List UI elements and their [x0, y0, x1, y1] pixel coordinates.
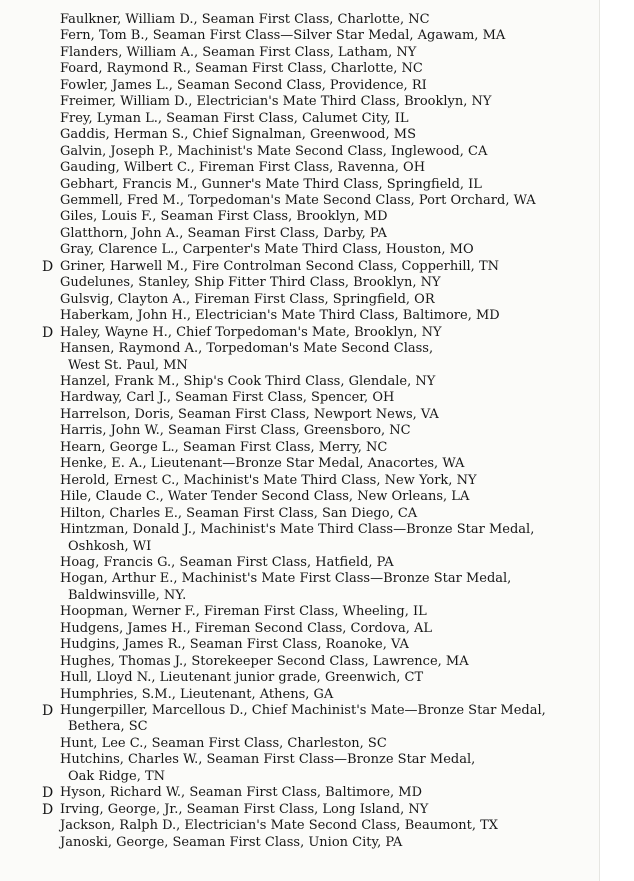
deceased-marker: D — [42, 258, 54, 275]
roster-entry — [38, 818, 608, 834]
deceased-marker — [38, 127, 60, 143]
roster-entry — [38, 111, 608, 127]
roster-entry — [38, 193, 608, 209]
roster-entry — [38, 94, 608, 110]
deceased-marker — [38, 111, 60, 127]
entry-line: Humphries, S.M., Lieutenant, Athens, GA — [60, 686, 334, 702]
entry-line: Fowler, James L., Seaman Second Class, Providence, RI — [60, 77, 427, 93]
roster-entry — [38, 785, 608, 801]
deceased-marker: D — [42, 785, 54, 802]
roster-entry — [38, 275, 608, 291]
roster-entry — [38, 604, 608, 620]
entry-text — [60, 193, 608, 209]
entry-text — [60, 28, 608, 44]
deceased-marker — [38, 637, 60, 653]
entry-text — [60, 209, 608, 225]
entry-text — [60, 456, 608, 472]
entry-text — [60, 687, 608, 703]
entry-text — [60, 177, 608, 193]
roster-entry — [38, 489, 608, 505]
entry-text — [60, 703, 608, 736]
deceased-marker — [38, 621, 60, 637]
roster-entry — [38, 341, 608, 374]
entry-text — [60, 242, 608, 258]
entry-continuation-line: Oshkosh, WI — [68, 538, 152, 554]
entry-text — [60, 45, 608, 61]
entry-line: Gebhart, Francis M., Gunner's Mate Third Class, Springfield, IL — [60, 176, 482, 192]
entry-text — [60, 670, 608, 686]
entry-continuation-line: Bethera, SC — [68, 719, 148, 735]
roster-entry — [38, 242, 608, 258]
entry-text — [60, 555, 608, 571]
roster-entry — [38, 456, 608, 472]
entry-line: Gaddis, Herman S., Chief Signalman, Greenwood, MS — [60, 127, 416, 143]
deceased-marker — [38, 423, 60, 439]
entry-text — [60, 440, 608, 456]
roster-entry — [38, 506, 608, 522]
entry-text — [60, 226, 608, 242]
roster-entry — [38, 835, 608, 851]
entry-line: Hutchins, Charles W., Seaman First Class—Bronze Star Medal, — [60, 752, 476, 768]
entry-text — [60, 785, 608, 801]
entry-line: Giles, Louis F., Seaman First Class, Brooklyn, MD — [60, 209, 388, 225]
deceased-marker — [38, 209, 60, 225]
deceased-marker — [38, 242, 60, 258]
roster-entry — [38, 12, 608, 28]
entry-text — [60, 835, 608, 851]
entry-line: Henke, E. A., Lieutenant—Bronze Star Medal, Anacortes, WA — [60, 456, 465, 472]
roster-entry — [38, 654, 608, 670]
roster-entry — [38, 325, 608, 341]
roster-entry — [38, 160, 608, 176]
entry-line: Griner, Harwell M., Fire Controlman Second Class, Copperhill, TN — [60, 258, 499, 274]
entry-line: Hansen, Raymond A., Torpedoman's Mate Second Class, — [60, 341, 434, 357]
entry-text — [60, 423, 608, 439]
entry-text — [60, 325, 608, 341]
entry-line: Janoski, George, Seaman First Class, Union City, PA — [60, 834, 403, 850]
deceased-marker — [38, 226, 60, 242]
entry-text — [60, 637, 608, 653]
entry-continuation-line: Baldwinsville, NY. — [68, 587, 187, 603]
roster-entry — [38, 407, 608, 423]
deceased-marker — [38, 522, 60, 555]
roster-entry — [38, 374, 608, 390]
entry-line: Gemmell, Fred M., Torpedoman's Mate Second Class, Port Orchard, WA — [60, 192, 536, 208]
deceased-marker — [38, 473, 60, 489]
roster-entry — [38, 637, 608, 653]
roster-entry — [38, 226, 608, 242]
deceased-marker — [38, 144, 60, 160]
roster-entry — [38, 45, 608, 61]
roster-entry — [38, 61, 608, 77]
deceased-marker — [38, 78, 60, 94]
entry-line: Hudgens, James H., Fireman Second Class, Cordova, AL — [60, 620, 433, 636]
entry-line: Harrelson, Doris, Seaman First Class, Newport News, VA — [60, 406, 439, 422]
deceased-marker — [38, 45, 60, 61]
entry-continuation-line: West St. Paul, MN — [68, 357, 188, 373]
roster-entry — [38, 687, 608, 703]
deceased-marker — [38, 835, 60, 851]
entry-text — [60, 654, 608, 670]
entry-text — [60, 341, 608, 374]
entry-text — [60, 374, 608, 390]
entry-text — [60, 473, 608, 489]
entry-text — [60, 489, 608, 505]
crew-roster-list — [38, 12, 608, 851]
entry-text — [60, 752, 608, 785]
roster-entry — [38, 522, 608, 555]
entry-line: Freimer, William D., Electrician's Mate Third Class, Brooklyn, NY — [60, 94, 492, 110]
roster-entry — [38, 177, 608, 193]
entry-line: Hungerpiller, Marcellous D., Chief Machinist's Mate—Bronze Star Medal, — [60, 703, 546, 719]
roster-entry — [38, 473, 608, 489]
deceased-marker — [38, 506, 60, 522]
entry-text — [60, 292, 608, 308]
entry-line: Hile, Claude C., Water Tender Second Class, New Orleans, LA — [60, 489, 470, 505]
deceased-marker — [38, 94, 60, 110]
roster-entry — [38, 703, 608, 736]
entry-text — [60, 111, 608, 127]
deceased-marker — [38, 489, 60, 505]
entry-text — [60, 308, 608, 324]
deceased-marker — [38, 193, 60, 209]
entry-text — [60, 818, 608, 834]
roster-entry — [38, 292, 608, 308]
entry-line: Faulkner, William D., Seaman First Class, Charlotte, NC — [60, 12, 430, 27]
entry-line: Hoag, Francis G., Seaman First Class, Hatfield, PA — [60, 554, 394, 570]
entry-text — [60, 144, 608, 160]
roster-entry — [38, 144, 608, 160]
entry-line: Hoopman, Werner F., Fireman First Class, Wheeling, IL — [60, 604, 427, 620]
deceased-marker: D — [42, 801, 54, 818]
entry-line: Hughes, Thomas J., Storekeeper Second Class, Lawrence, MA — [60, 653, 469, 669]
deceased-marker — [38, 28, 60, 44]
entry-line: Foard, Raymond R., Seaman First Class, Charlotte, NC — [60, 61, 423, 77]
roster-entry — [38, 440, 608, 456]
entry-text — [60, 275, 608, 291]
entry-text — [60, 571, 608, 604]
roster-entry — [38, 571, 608, 604]
deceased-marker — [38, 275, 60, 291]
entry-line: Fern, Tom B., Seaman First Class—Silver Star Medal, Agawam, MA — [60, 28, 506, 44]
roster-entry — [38, 555, 608, 571]
entry-line: Hudgins, James R., Seaman First Class, Roanoke, VA — [60, 637, 409, 653]
entry-line: Gulsvig, Clayton A., Fireman First Class, Springfield, OR — [60, 291, 435, 307]
entry-line: Hyson, Richard W., Seaman First Class, Baltimore, MD — [60, 785, 423, 801]
entry-line: Glatthorn, John A., Seaman First Class, Darby, PA — [60, 225, 387, 241]
entry-text — [60, 12, 608, 28]
entry-line: Hull, Lloyd N., Lieutenant junior grade, Greenwich, CT — [60, 670, 424, 686]
roster-entry — [38, 78, 608, 94]
roster-entry — [38, 209, 608, 225]
deceased-marker — [38, 818, 60, 834]
roster-entry — [38, 752, 608, 785]
deceased-marker — [38, 390, 60, 406]
deceased-marker — [38, 407, 60, 423]
entry-line: Hardway, Carl J., Seaman First Class, Spencer, OH — [60, 390, 395, 406]
deceased-marker — [38, 12, 60, 28]
entry-text — [60, 506, 608, 522]
entry-line: Hearn, George L., Seaman First Class, Merry, NC — [60, 439, 388, 455]
deceased-marker — [38, 571, 60, 604]
roster-entry — [38, 28, 608, 44]
deceased-marker — [38, 177, 60, 193]
roster-entry — [38, 259, 608, 275]
entry-text — [60, 94, 608, 110]
entry-line: Haley, Wayne H., Chief Torpedoman's Mate, Brooklyn, NY — [60, 324, 442, 340]
entry-line: Hilton, Charles E., Seaman First Class, San Diego, CA — [60, 505, 418, 521]
entry-line: Flanders, William A., Seaman First Class, Latham, NY — [60, 44, 417, 60]
entry-text — [60, 61, 608, 77]
roster-entry — [38, 308, 608, 324]
entry-line: Harris, John W., Seaman First Class, Greensboro, NC — [60, 423, 411, 439]
entry-line: Gray, Clarence L., Carpenter's Mate Third Class, Houston, MO — [60, 242, 474, 258]
deceased-marker — [38, 374, 60, 390]
entry-text — [60, 78, 608, 94]
deceased-marker — [38, 555, 60, 571]
entry-line: Haberkam, John H., Electrician's Mate Third Class, Baltimore, MD — [60, 308, 500, 324]
entry-text — [60, 407, 608, 423]
entry-continuation-line: Oak Ridge, TN — [68, 768, 166, 784]
entry-text — [60, 604, 608, 620]
deceased-marker — [38, 292, 60, 308]
deceased-marker — [38, 308, 60, 324]
deceased-marker: D — [42, 703, 54, 720]
roster-entry — [38, 621, 608, 637]
roster-entry — [38, 670, 608, 686]
entry-line: Herold, Ernest C., Machinist's Mate Third Class, New York, NY — [60, 472, 477, 488]
entry-line: Gudelunes, Stanley, Ship Fitter Third Class, Brooklyn, NY — [60, 275, 441, 291]
roster-entry — [38, 736, 608, 752]
entry-text — [60, 802, 608, 818]
deceased-marker — [38, 604, 60, 620]
deceased-marker — [38, 670, 60, 686]
deceased-marker — [38, 687, 60, 703]
entry-line: Hanzel, Frank M., Ship's Cook Third Class, Glendale, NY — [60, 373, 436, 389]
roster-entry — [38, 423, 608, 439]
entry-line: Gauding, Wilbert C., Fireman First Class, Ravenna, OH — [60, 160, 426, 176]
deceased-marker: D — [42, 324, 54, 341]
roster-entry — [38, 802, 608, 818]
deceased-marker — [38, 736, 60, 752]
entry-text — [60, 522, 608, 555]
deceased-marker — [38, 160, 60, 176]
roster-entry — [38, 127, 608, 143]
entry-text — [60, 736, 608, 752]
entry-text — [60, 127, 608, 143]
entry-line: Hintzman, Donald J., Machinist's Mate Third Class—Bronze Star Medal, — [60, 522, 535, 538]
roster-entry — [38, 390, 608, 406]
deceased-marker — [38, 440, 60, 456]
entry-line: Jackson, Ralph D., Electrician's Mate Second Class, Beaumont, TX — [60, 818, 499, 834]
entry-line: Galvin, Joseph P., Machinist's Mate Second Class, Inglewood, CA — [60, 143, 488, 159]
entry-line: Hogan, Arthur E., Machinist's Mate First Class—Bronze Star Medal, — [60, 571, 512, 587]
entry-text — [60, 390, 608, 406]
entry-text — [60, 160, 608, 176]
entry-text — [60, 621, 608, 637]
entry-line: Hunt, Lee C., Seaman First Class, Charleston, SC — [60, 735, 387, 751]
deceased-marker — [38, 61, 60, 77]
deceased-marker — [38, 654, 60, 670]
deceased-marker — [38, 456, 60, 472]
entry-line: Frey, Lyman L., Seaman First Class, Calumet City, IL — [60, 110, 409, 126]
deceased-marker — [38, 752, 60, 785]
deceased-marker — [38, 341, 60, 374]
entry-line: Irving, George, Jr., Seaman First Class, Long Island, NY — [60, 801, 429, 817]
entry-text — [60, 259, 608, 275]
